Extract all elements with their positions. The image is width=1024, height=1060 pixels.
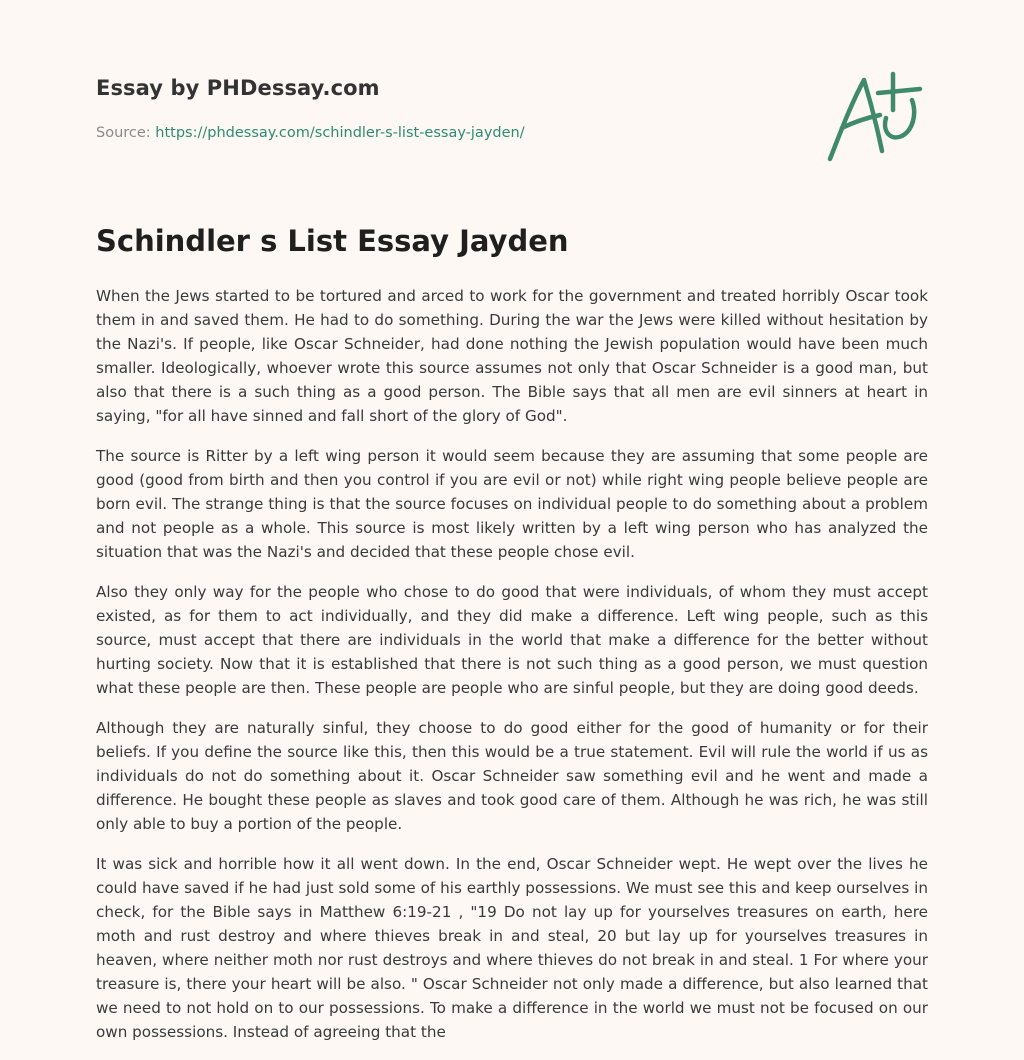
essay-body	[96, 284, 928, 1060]
site-header	[96, 76, 928, 141]
source-link[interactable]: https://phdessay.com/schindler-s-list-essay-jayden/	[155, 125, 525, 141]
essay-paragraph: Also they only way for the people who chose to do good that were individuals, of whom they must accept existed, as for them to act individually, and they did make a difference. Left wing people, such as this source, must accept that there are individuals in the world that make a difference for the better without hurting society. Now that it is established that there is not such thing as a good person, we must question what these people are then. These people are people who are sinful people, but they are doing good deeds.	[96, 583, 928, 697]
source-label: Source:	[96, 125, 151, 141]
essay-title: Schindler s List Essay Jayden	[96, 224, 569, 258]
source-line	[96, 125, 525, 141]
a-plus-grade-icon	[820, 66, 930, 166]
essay-paragraph: The source is Ritter by a left wing person it would seem because they are assuming that some people are good (good from birth and then you control if you are evil or not) while right wing people believe people are born evil. The strange thing is that the source focuses on individual people to do something about a problem and not people as a whole. This source is most likely written by a left wing person who has analyzed the situation that was the Nazi's and decided that these people chose evil.	[96, 447, 928, 561]
essay-paragraph: It was sick and horrible how it all went down. In the end, Oscar Schneider wept. He wept over the lives he could have saved if he had just sold some of his earthly possessions. We must see this and keep ourselves in check, for the Bible says in Matthew 6:19-21 , "19 Do not lay up for yourselves treasures on earth, here moth and rust destroy and where thieves break in and steal, 20 but lay up for yourselves treasures in heaven, where neither moth nor rust destroys and where thieves do not break in and steal. 1 For where your treasure is, there your heart will be also. " Oscar Schneider not only made a difference, but also learned that we need to not hold on to our possessions. To make a difference in the world we must not be focused on our own possessions. Instead of agreeing that the	[96, 855, 928, 1041]
essay-paragraph: When the Jews started to be tortured and arced to work for the government and treated horribly Oscar took them in and saved them. He had to do something. During the war the Jews were killed without hesitation by the Nazi's. If people, like Oscar Schneider, had done nothing the Jewish population would have been much smaller. Ideologically, whoever wrote this source assumes not only that Oscar Schneider is a good man, but also that there is a such thing as a good person. The Bible says that all men are evil sinners at heart in saying, "for all have sinned and fall short of the glory of God".	[96, 287, 928, 425]
site-brand: Essay by PHDessay.com	[96, 76, 380, 100]
essay-paragraph: Although they are naturally sinful, they choose to do good either for the good of humanity or for their beliefs. If you define the source like this, then this would be a true statement. Evil will rule the world if us as individuals do not do something about it. Oscar Schneider saw something evil and he went and made a difference. He bought these people as slaves and took good care of them. Although he was rich, he was still only able to buy a portion of the people.	[96, 719, 928, 833]
